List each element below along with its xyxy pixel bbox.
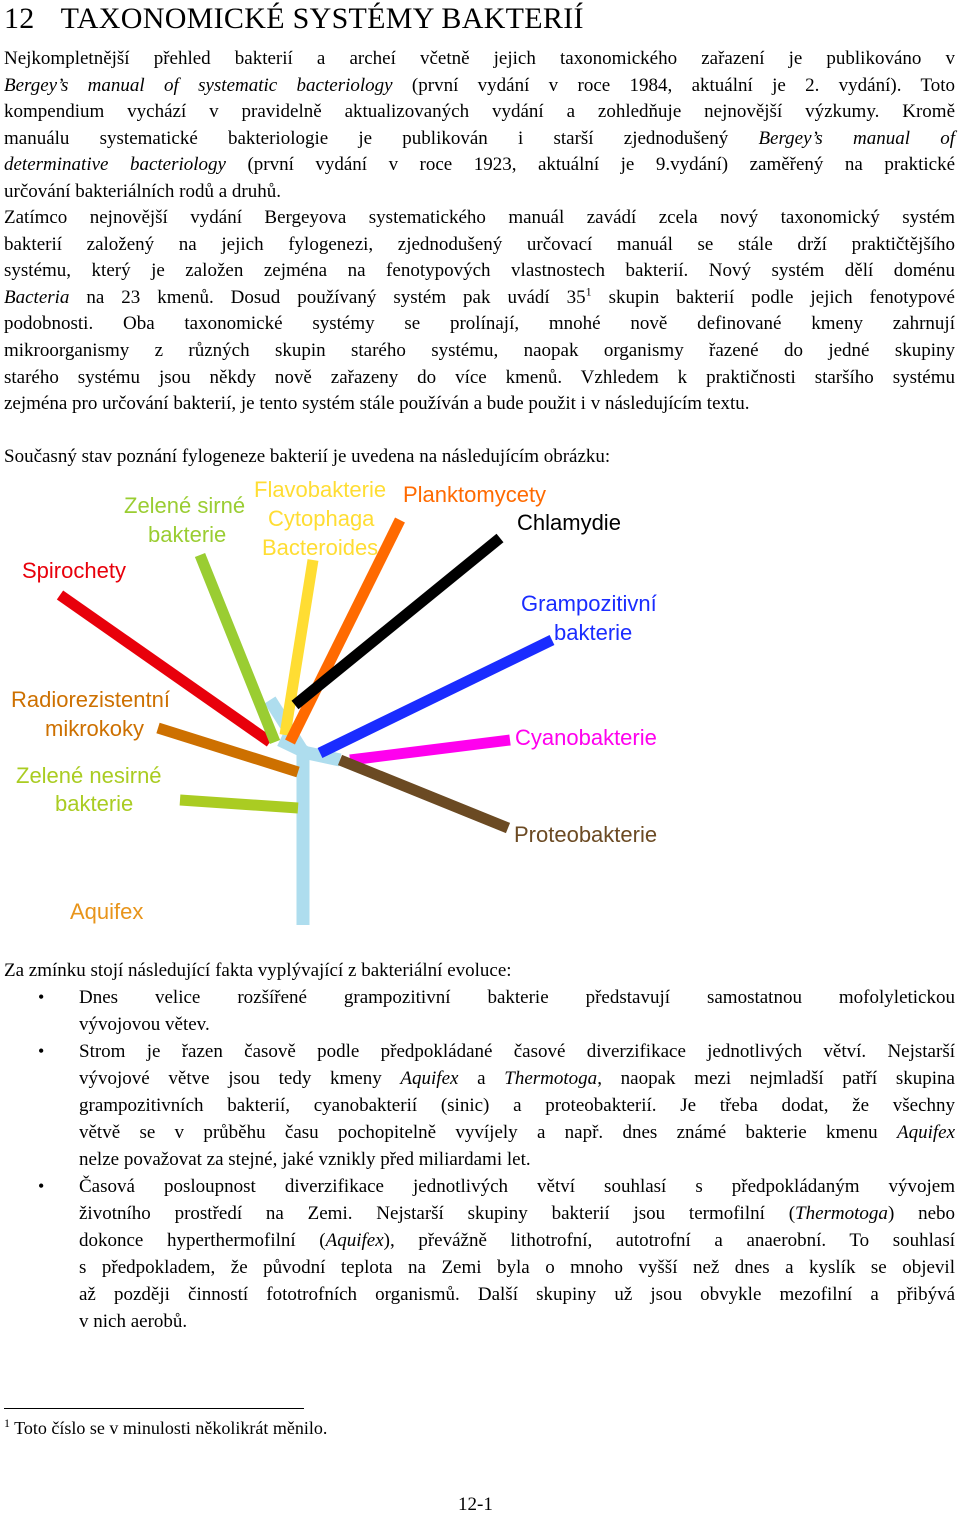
- book-title: Bergey’s manual of: [758, 127, 955, 149]
- text-line: [79, 1227, 955, 1254]
- text-line: kompendium vychází v pravidelně aktualizovaných vydání a zohledňuje nejnovější výzkumy. Kromě: [4, 101, 955, 123]
- footnote-ref[interactable]: 1: [585, 284, 592, 299]
- taxonomy-paragraph: [4, 205, 955, 418]
- facts-list: [0, 984, 955, 1335]
- label-bacteroides: Bacteroides: [262, 535, 379, 560]
- list-item: [0, 984, 955, 1038]
- text-line: Strom je řazen časově podle předpokládané časové diverzifikace jednotlivých větví. Nejstarší: [79, 1041, 955, 1062]
- label-zelene-nesirne-2: bakterie: [55, 791, 134, 816]
- branch-proteobakterie: [340, 760, 508, 828]
- facts-intro: [4, 958, 955, 985]
- branch-cyanobakterie: [350, 740, 510, 760]
- text-line: s předpokladem, že původní teplota na Zemi byla o mnoho vyšší než dnes a kyslík se objevil: [79, 1257, 955, 1278]
- list-item: [0, 1038, 955, 1173]
- label-chlamydie: Chlamydie: [517, 510, 621, 535]
- chapter-title: TAXONOMICKÉ SYSTÉMY BAKTERIÍ: [60, 2, 584, 35]
- label-grampozitivni: Grampozitivní: [521, 591, 657, 616]
- text-line: zejména pro určování bakterií, je tento systém stále používán a bude použit i v následujícím textu.: [4, 393, 750, 415]
- text-line: starého systému jsou někdy nově zařazeny do více kmenů. Vzhledem k praktičnosti staršího systému: [4, 366, 955, 388]
- text-line: až později činností fototrofních organismů. Další skupiny už jsou obvykle mezofilní a přibývá: [79, 1284, 955, 1305]
- taxon-name: Bacteria: [4, 286, 70, 308]
- text-line: Za zmínku stojí následující fakta vyplývající z bakteriální evoluce:: [4, 960, 512, 981]
- text-run: větvě se v průběhu času pochopitelně vyvíjely a např. dnes známé bakterie kmenu: [79, 1122, 897, 1143]
- label-spirochety: Spirochety: [22, 558, 126, 583]
- text-run: a: [458, 1068, 505, 1089]
- list-item: [0, 1173, 955, 1335]
- label-flavobakterie: Flavobakterie: [254, 477, 387, 502]
- chapter-heading: [4, 2, 584, 36]
- book-title: Bergey’s manual of systematic bacteriology: [4, 74, 393, 96]
- text-run: ), převážně lithotrofní, autotrofní a anaerobní. To souhlasí: [383, 1230, 956, 1251]
- text-line: bakterií založený na jejich fylogenezi, zjednodušený určovací manuál se stále drží praktičtějšího: [4, 233, 955, 255]
- label-zelene-nesirne: Zelené nesirné: [16, 763, 162, 788]
- bullet-icon: •: [38, 1041, 45, 1061]
- text-line: systému, který je založen zejména na fenotypových vlastnostech bakterií. Nový systém dělí doménu: [4, 260, 955, 282]
- label-planktomycety: Planktomycety: [403, 482, 547, 507]
- footnote-text: Toto číslo se v minulosti několikrát měnilo.: [10, 1418, 328, 1438]
- text-run: (první vydání v roce 1984, aktuální je 2. vydání). Toto: [392, 74, 955, 96]
- text-line: vývojovou větev.: [79, 1014, 210, 1035]
- text-line: Současný stav poznání fylogeneze bakterií je uvedena na následujícím obrázku:: [4, 446, 611, 467]
- text-line: Dnes velice rozšířené grampozitivní bakterie představují samostatnou mofolyletickou: [79, 987, 955, 1008]
- text-line: mikroorganismy z různých skupin starého systému, naopak organismy řazené do jedné skupiny: [4, 339, 955, 361]
- text-line: [79, 1065, 955, 1092]
- text-line: [79, 1200, 955, 1227]
- text-line: nelze považovat za stejné, jaké vznikly před miliardami let.: [79, 1149, 531, 1170]
- label-radiorezistentni-2: mikrokoky: [45, 716, 145, 741]
- text-line: určování bakteriálních rodů a druhů.: [4, 180, 281, 202]
- label-proteobakterie: Proteobakterie: [514, 822, 658, 847]
- label-cytophaga: Cytophaga: [268, 506, 375, 531]
- text-run: , naopak mezi nejmladší patří skupina: [597, 1068, 955, 1089]
- label-grampozitivni-2: bakterie: [554, 620, 633, 645]
- chapter-number: 12: [4, 2, 35, 35]
- footnote-divider: [4, 1408, 304, 1409]
- taxon-name: Aquifex: [325, 1230, 384, 1251]
- label-zelene-sirne: Zelené sirné: [124, 493, 246, 518]
- label-zelene-sirne-2: bakterie: [148, 522, 227, 547]
- taxon-name: Aquifex: [400, 1068, 459, 1089]
- taxon-name: Aquifex: [896, 1122, 955, 1143]
- text-line: [4, 73, 955, 100]
- text-run: skupin bakterií podle jejich fenotypové: [591, 286, 955, 308]
- figure-intro: [4, 444, 955, 471]
- bullet-icon: •: [38, 987, 45, 1007]
- text-line: [4, 285, 955, 312]
- text-run: dokonce hyperthermofilní (: [79, 1230, 326, 1251]
- text-line: podobnosti. Oba taxonomické systémy se prolínají, mnohé nově definované kmeny zahrnují: [4, 313, 955, 335]
- page-number: 12-1: [458, 1494, 493, 1515]
- text-run: manuálu systematické bakteriologie je publikován i starší zjednodušený: [4, 127, 759, 149]
- bullet-icon: •: [38, 1176, 45, 1196]
- text-run: životního prostředí na Zemi. Nejstarší skupiny bakterií jsou termofilní (: [79, 1203, 796, 1224]
- text-run: na 23 kmenů. Dosud používaný systém pak uvádí 35: [69, 286, 586, 308]
- label-cyanobakterie: Cyanobakterie: [515, 725, 657, 750]
- phylogenetic-tree: [0, 470, 960, 935]
- intro-paragraph: [4, 46, 955, 206]
- text-run: ) nebo: [887, 1203, 955, 1224]
- label-radiorezistentni: Radiorezistentní: [11, 687, 170, 712]
- label-aquifex: Aquifex: [70, 899, 144, 924]
- text-line: v nich aerobů.: [79, 1311, 188, 1332]
- text-line: [79, 1119, 955, 1146]
- text-line: Časová posloupnost diverzifikace jednotlivých větví souhlasí s předpokládaným vývojem: [79, 1176, 955, 1197]
- text-run: (první vydání v roce 1923, aktuální je 9.vydání) zaměřený na praktické: [225, 154, 956, 176]
- text-run: vývojové větve jsou tedy kmeny: [79, 1068, 401, 1089]
- footnote: [4, 1418, 327, 1439]
- text-line: Nejkompletnější přehled bakterií a archeí včetně jejich taxonomického zařazení je publikováno v: [4, 48, 955, 69]
- taxon-name: Thermotoga: [795, 1203, 888, 1224]
- text-line: [4, 152, 955, 179]
- text-line: Zatímco nejnovější vydání Bergeyova systematického manuál zavádí zcela nový taxonomický systém: [4, 207, 955, 228]
- taxon-name: Thermotoga: [504, 1068, 598, 1089]
- text-line: [4, 126, 955, 153]
- branch-zelene-nesirne: [180, 800, 298, 808]
- book-title: determinative bacteriology: [4, 154, 226, 176]
- footnote-mark: 1: [4, 1416, 10, 1430]
- text-line: grampozitivních bakterií, cyanobakterií (sinic) a proteobakterií. Je třeba dodat, že všechny: [79, 1095, 955, 1116]
